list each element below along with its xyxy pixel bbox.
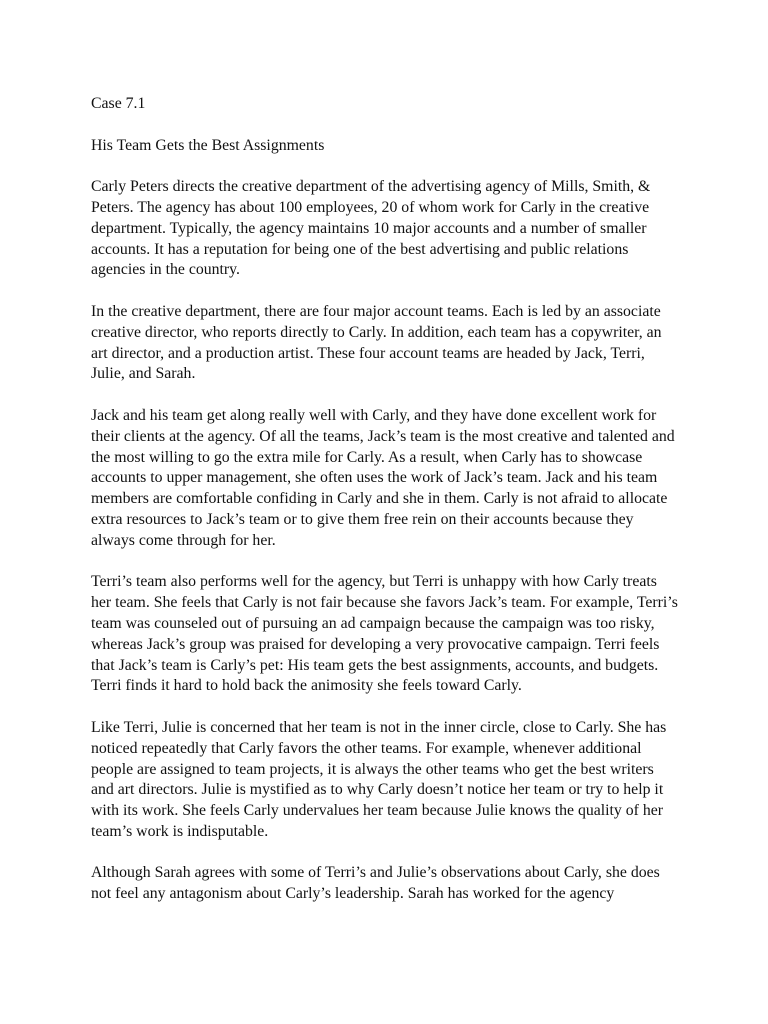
- case-title: His Team Gets the Best Assignments: [91, 136, 325, 154]
- paragraph-1: Carly Peters directs the creative department of the advertising agency of Mills, Smith, & Peters. The agency has about 100 employees, 20 of whom work for Carly in the creative department. Typically, the agency maintains 10 major accounts and a number of smaller accounts. It has a reputation for being one of the best advertising and public relations agencies in the country.: [91, 178, 651, 279]
- paragraph-2: In the creative department, there are four major account teams. Each is led by an associate creative director, who reports directly to Carly. In addition, each team has a copywriter, an art director, and a production artist. These four account teams are headed by Jack, Terri, Julie, and Sarah.: [91, 302, 662, 383]
- paragraph-3: Jack and his team get along really well with Carly, and they have done excellent work for their clients at the agency. Of all the teams, Jack’s team is the most creative and talented and the most willing to go the extra mile for Carly. As a result, when Carly has to showcase accounts to upper management, she often uses the work of Jack’s team. Jack and his team members are comfortable confiding in Carly and she in them. Carly is not afraid to allocate extra resources to Jack’s team or to give them free rein on their accounts because they always come through for her.: [91, 406, 675, 549]
- paragraph-6: Although Sarah agrees with some of Terri’s and Julie’s observations about Carly, she does not feel any antagonism about Carly’s leadership. Sarah has worked for the agency: [91, 864, 660, 903]
- case-number: Case 7.1: [91, 95, 146, 112]
- paragraph-4: Terri’s team also performs well for the agency, but Terri is unhappy with how Carly treats her team. She feels that Carly is not fair because she favors Jack’s team. For example, Terri’s team was counseled out of pursuing an ad campaign because the campaign was too risky, whereas Jack’s group was praised for developing a very provocative campaign. Terri feels that Jack’s team is Carly’s pet: His team gets the best assignments, accounts, and budgets. Terri finds it hard to hold back the animosity she feels toward Carly.: [91, 573, 678, 695]
- paragraph-5: Like Terri, Julie is concerned that her team is not in the inner circle, close to Carly. She has noticed repeatedly that Carly favors the other teams. For example, whenever additional people are assigned to team projects, it is always the other teams who get the best writers and art directors. Julie is mystified as to why Carly doesn’t notice her team or try to help it with its work. She feels Carly undervalues her team because Julie knows the quality of her team’s work is indisputable.: [91, 718, 667, 840]
